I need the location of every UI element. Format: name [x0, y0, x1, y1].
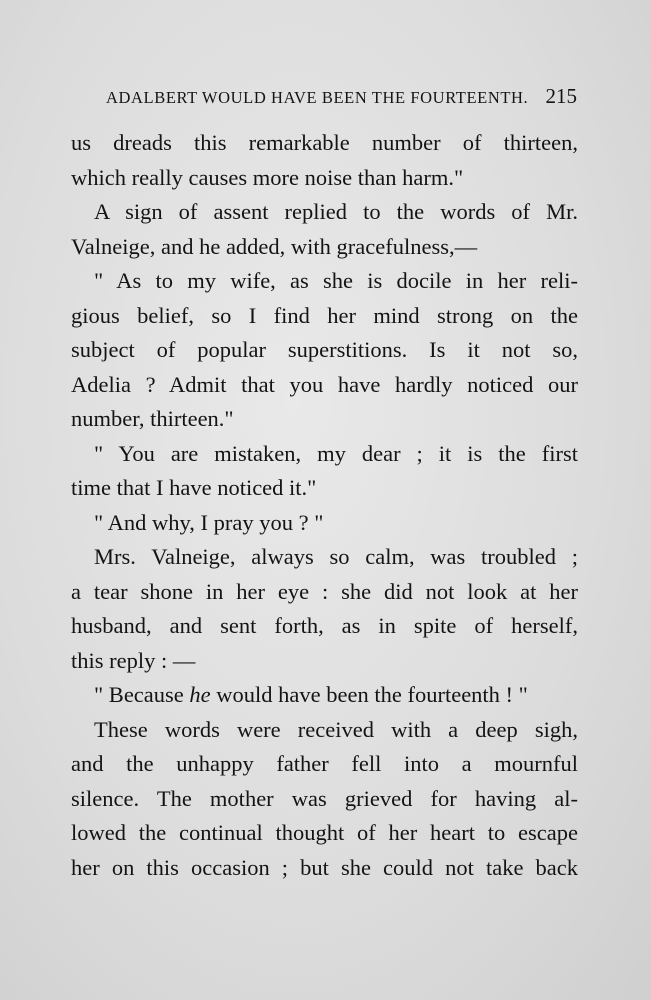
text-line: which really causes more noise than harm." [71, 164, 464, 190]
text-line: Mrs. Valneige, always so calm, was troubled ; [94, 544, 578, 569]
text-line: husband, and sent forth, as in spite of herself, [71, 613, 578, 638]
text-line: subject of popular superstitions. Is it not so, [71, 337, 578, 362]
text-line: number, thirteen." [71, 406, 234, 431]
text-line: and the unhappy father fell into a mournful [71, 751, 578, 776]
running-title: ADALBERT WOULD HAVE BEEN THE FOURTEENTH. [106, 88, 529, 107]
text-line: time that I have noticed it." [71, 475, 317, 500]
text-line: silence. The mother was grieved for having al- [71, 785, 578, 811]
text-line: lowed the continual thought of her heart to escape [71, 820, 578, 845]
text-line: Valneige, and he added, with gracefulness,— [71, 233, 478, 259]
italic-word: he [189, 682, 211, 707]
paragraph-8 [71, 713, 578, 886]
text-line: A sign of assent replied to the words of Mr. [94, 199, 578, 224]
paragraph-5 [71, 506, 578, 541]
paragraph-1 [71, 126, 578, 195]
page-number: 215 [545, 84, 577, 108]
text-segment: would have been the fourteenth ! " [210, 682, 528, 707]
text-line: gious belief, so I find her mind strong on the [71, 302, 578, 328]
text-line: " As to my wife, as she is docile in her reli- [94, 268, 578, 293]
body-text [71, 126, 578, 885]
text-line: " You are mistaken, my dear ; it is the first [94, 440, 578, 466]
paragraph-2 [71, 195, 578, 264]
paragraph-6 [71, 540, 578, 678]
paragraph-7 [71, 678, 578, 713]
text-line: Adelia ? Admit that you have hardly noticed our [71, 371, 578, 397]
text-line: " And why, I pray you ? " [94, 509, 324, 535]
text-line: us dreads this remarkable number of thirteen, [71, 130, 578, 155]
running-head [70, 84, 579, 110]
text-segment: " Because [94, 682, 190, 707]
paragraph-3 [71, 264, 578, 437]
text-line [71, 678, 578, 713]
text-line: a tear shone in her eye : she did not look at her [71, 578, 578, 604]
text-line: These words were received with a deep sigh, [94, 716, 578, 742]
text-line: this reply : — [71, 647, 196, 673]
text-line: her on this occasion ; but she could not take back [71, 854, 578, 880]
paragraph-4 [71, 437, 578, 506]
